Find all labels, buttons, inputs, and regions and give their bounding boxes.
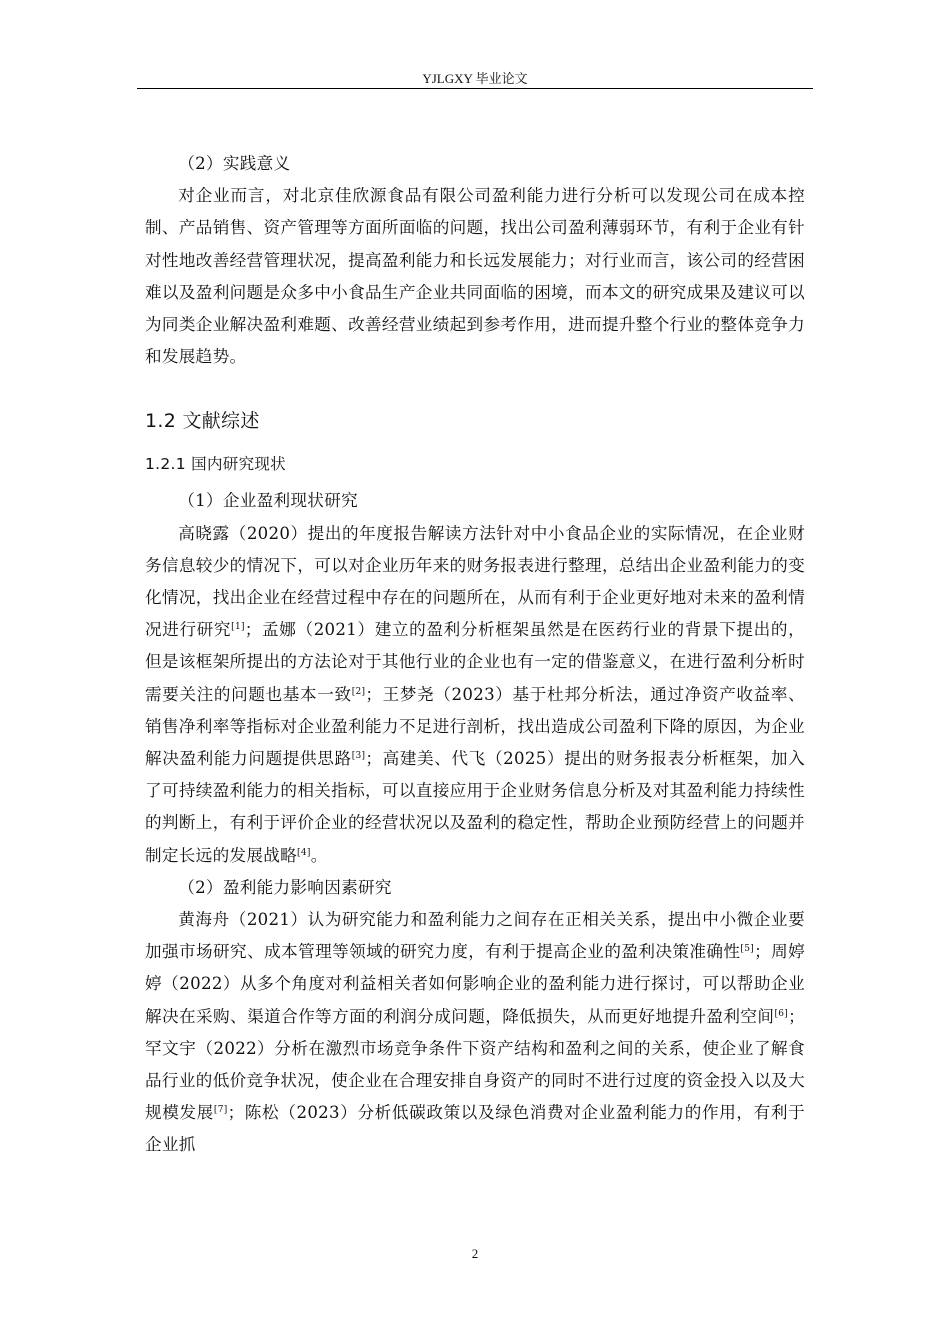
citation-ref-2: [2]	[351, 686, 366, 697]
citation-text: ；王梦尧（2023）基于杜邦分析法，通过净资产收益率、销售净利率等指标对企业盈利能力不足进行剖析，找出造成公司盈利下降的原因，为企业解决盈利能力问题提供思路	[145, 684, 805, 769]
citation-ref-6: [6]	[774, 1008, 789, 1019]
profit-status-research-paragraph	[145, 518, 805, 872]
header-divider	[137, 88, 813, 89]
practice-significance-label: （2）实践意义	[178, 154, 291, 173]
profit-factors-research-label: （2）盈利能力影响因素研究	[178, 877, 392, 897]
citation-text: ；陈松（2023）分析低碳政策以及绿色消费对企业盈利能力的作用，有利于企业抓	[145, 1103, 805, 1155]
profit-factors-research-paragraph	[145, 904, 805, 1162]
subsection-heading-domestic-research: 1.2.1 国内研究现状	[145, 455, 286, 474]
citation-text: 。	[310, 845, 328, 865]
citation-ref-5: [5]	[740, 944, 755, 955]
citation-text: 高晓露（2020）提出的年度报告解读方法针对中小食品企业的实际情况，在企业财务信息较少的情况下，可以对企业历年来的财务报表进行整理，总结出企业盈利能力的变化情况，找出企业在经营过程中存在的问题所在，从而有利于企业更好地对未来的盈利情况进行研究	[145, 523, 805, 640]
citation-ref-1: [1]	[231, 622, 245, 633]
citation-text: ；孟娜（2021）建立的盈利分析框架虽然是在医药行业的背景下提出的，但是该框架所提出的方法论对于其他行业的企业也有一定的借鉴意义，在进行盈利分析时需要关注的问题也基本一致	[145, 620, 806, 704]
citation-text: ；高建美、代飞（2025）提出的财务报表分析框架，加入了可持续盈利能力的相关指标，可以直接应用于企业财务信息分析及对其盈利能力持续性的判断上，有利于评价企业的经营状况以及盈利的稳定性，帮助企业预防经营上的问题并制定长远的发展战略	[145, 749, 805, 865]
document-body	[145, 148, 805, 1162]
page-header: YJLGXY 毕业论文	[422, 71, 528, 86]
citation-text: ；罕文宇（2022）分析在激烈市场竞争条件下资产结构和盈利之间的关系，使企业了解食品行业的低价竞争状况，使企业在合理安排自身资产的同时不进行过度的资金投入以及大规模发展	[145, 1006, 805, 1123]
citation-ref-4: [4]	[297, 847, 311, 858]
citation-ref-7: [7]	[213, 1105, 228, 1116]
citation-ref-3: [3]	[351, 751, 366, 762]
citation-text: ；周婷婷（2022）从多个角度对利益相关者如何影响企业的盈利能力进行探讨，可以帮助企业解决在采购、渠道合作等方面的利润分成问题，降低损失，从而更好地提升盈利空间	[145, 942, 805, 1026]
section-heading-literature-review: 1.2 文献综述	[145, 410, 260, 433]
page-number: 2	[471, 1246, 479, 1261]
profit-status-research-label: （1）企业盈利现状研究	[178, 491, 358, 511]
citation-text: 黄海舟（2021）认为研究能力和盈利能力之间存在正相关关系，提出中小微企业要加强市场研究、成本管理等领域的研究力度，有利于提高企业的盈利决策准确性	[145, 910, 805, 962]
practice-significance-paragraph: 对企业而言，对北京佳欣源食品有限公司盈利能力进行分析可以发现公司在成本控制、产品销售、资产管理等方面所面临的问题，找出公司盈利薄弱环节，有利于企业有针对性地改善经营管理状况，提高盈利能力和长远发展能力；对行业而言，该公司的经营困难以及盈利问题是众多中小食品生产企业共同面临的困境，而本文的研究成果及建议可以为同类企业解决盈利难题、改善经营业绩起到参考作用，进而提升整个行业的整体竞争力和发展趋势。	[145, 186, 805, 367]
